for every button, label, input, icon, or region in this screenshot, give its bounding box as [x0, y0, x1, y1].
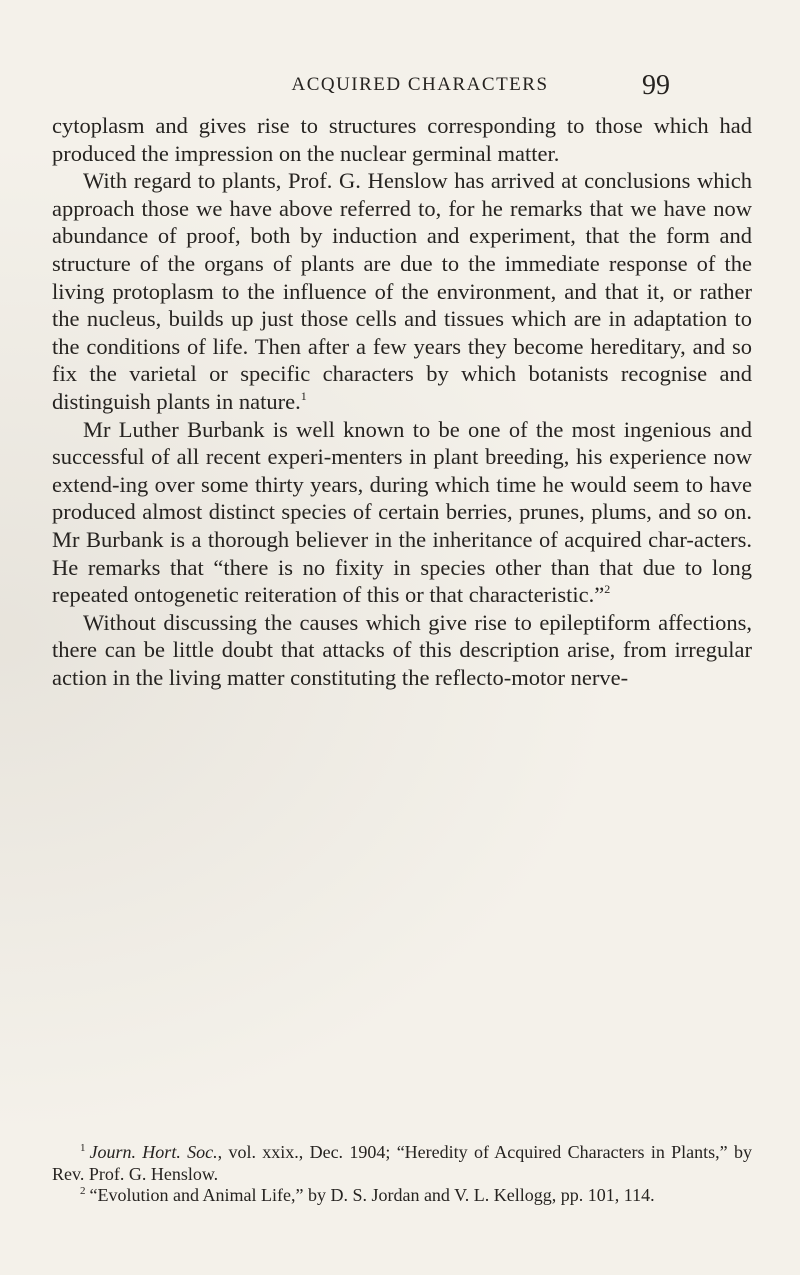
body-text [52, 112, 752, 691]
footnote-mark: 1 [80, 1142, 86, 1154]
paragraph [52, 167, 752, 415]
footnote-reference: 2 [604, 582, 611, 597]
footnote-journal-title: Journ. Hort. Soc. [89, 1142, 218, 1162]
footnote-text: “Evolution and Animal Life,” by D. S. Jordan and V. L. Kellogg, pp. 101, 114. [89, 1185, 655, 1205]
footnote-mark: 2 [80, 1185, 86, 1197]
paragraph-text: cytoplasm and gives rise to structures corresponding to those which had produced the impression on the nuclear germinal matter. [52, 113, 752, 166]
page-number: 99 [642, 70, 670, 101]
running-head [0, 70, 800, 104]
footnote [52, 1142, 752, 1185]
paragraph [52, 112, 752, 167]
paragraph-text: Mr Luther Burbank is well known to be one of the most ingenious and successful of all recent experi-menters in plant breeding, his experience now extend-ing over some thirty years, during which time he would seem to have produced almost distinct species of certain berries, prunes, plums, and so on. Mr Burbank is a thorough believer in the inheritance of acquired char-acters. He remarks that “there is no fixity in species other than that due to long repeated ontogenetic reiteration of this or that characteristic.” [52, 416, 752, 608]
footnotes [52, 1142, 752, 1207]
footnote-reference: 1 [300, 388, 307, 403]
running-title: ACQUIRED CHARACTERS [291, 74, 549, 95]
footnote [52, 1185, 752, 1207]
paragraph-text: Without discussing the causes which give rise to epileptiform affections, there can be little doubt that attacks of this description arise, from irregular action in the living matter constituting the reflecto-motor nerve- [52, 609, 752, 690]
paragraph-text: With regard to plants, Prof. G. Henslow has arrived at conclusions which approach those we have above referred to, for he remarks that we have now abundance of proof, both by induction and experiment, that the form and structure of the organs of plants are due to the immediate response of the living protoplasm to the influence of the environment, and that it, or rather the nucleus, builds up just those cells and tissues which are in adaptation to the conditions of life. Then after a few years they become hereditary, and so fix the varietal or specific characters by which botanists recognise and distinguish plants in nature. [52, 168, 752, 414]
footnote-text: , vol. xxix., Dec. 1904; “Heredity of Acquired Characters in Plants,” by Rev. Prof. G. Henslow. [52, 1142, 752, 1184]
paragraph [52, 609, 752, 692]
paragraph [52, 416, 752, 609]
